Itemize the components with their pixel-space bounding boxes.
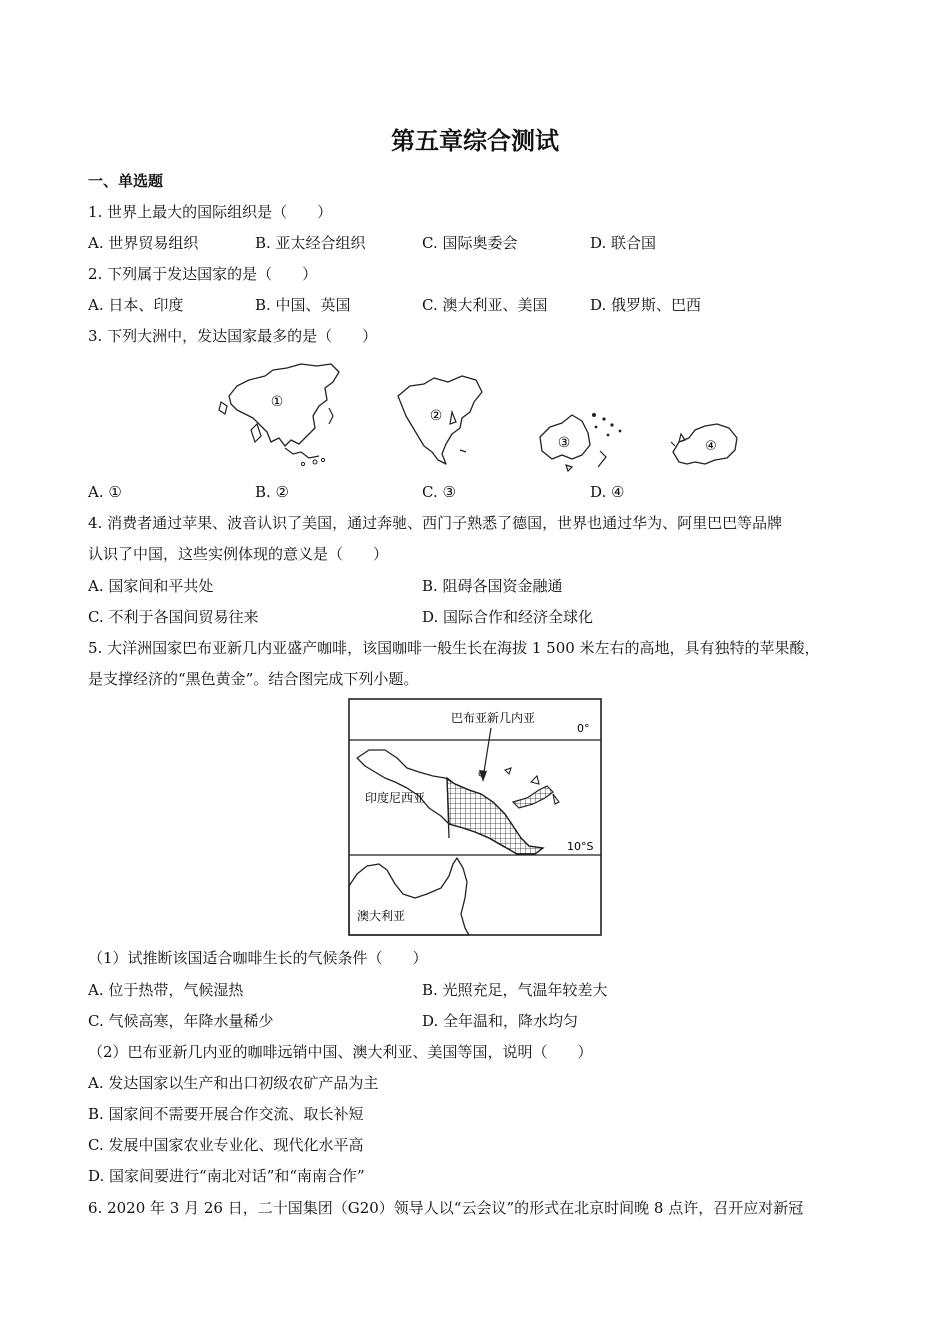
question-2-stem: 2. 下列属于发达国家的是（ ） — [88, 265, 318, 283]
map-label-4: ④ — [705, 439, 717, 454]
question-5-2-option-c: C. 发展中国家农业专业化、现代化水平高 — [88, 1136, 364, 1154]
question-1-option-a: A. 世界贸易组织 — [88, 234, 199, 252]
europe-outline-map — [665, 418, 745, 470]
question-6-stem-line1: 6. 2020 年 3 月 26 日，二十国集团（G20）领导人以“云会议”的形式在北京时间晚 8 点许，召开应对新冠 — [88, 1199, 804, 1217]
question-4-stem-line1: 4. 消费者通过苹果、波音认识了美国，通过奔驰、西门子熟悉了德国，世界也通过华为、阿里巴巴等品牌 — [88, 514, 783, 532]
question-5-2-stem: （2）巴布亚新几内亚的咖啡远销中国、澳大利亚、美国等国，说明（ ） — [88, 1043, 593, 1061]
map-label-10s: 10°S — [567, 840, 594, 853]
question-5-1-option-d: D. 全年温和，降水均匀 — [422, 1012, 579, 1030]
question-1-option-c: C. 国际奥委会 — [422, 234, 518, 252]
question-2-option-c: C. 澳大利亚、美国 — [422, 296, 548, 314]
section-heading: 一、单选题 — [88, 172, 164, 190]
question-1-option-d: D. 联合国 — [590, 234, 657, 252]
question-1-stem: 1. 世界上最大的国际组织是（ ） — [88, 203, 333, 221]
map-label-png: 巴布亚新几内亚 — [451, 711, 536, 725]
question-5-2-option-a: A. 发达国家以生产和出口初级农矿产品为主 — [88, 1074, 379, 1092]
north-america-outline-map — [390, 372, 490, 472]
question-4-option-a: A. 国家间和平共处 — [88, 577, 214, 595]
map-label-australia: 澳大利亚 — [357, 909, 406, 923]
question-5-1-option-a: A. 位于热带，气候湿热 — [88, 981, 244, 999]
question-2-option-b: B. 中国、英国 — [255, 296, 351, 314]
question-5-1-stem: （1）试推断该国适合咖啡生长的气候条件（ ） — [88, 949, 428, 967]
oceania-outline-map — [532, 405, 632, 473]
asia-outline-map — [215, 358, 345, 470]
question-4-stem-line2: 认识了中国，这些实例体现的意义是（ ） — [88, 545, 389, 563]
question-3-option-c: C. ③ — [422, 483, 456, 501]
question-3-option-a: A. ① — [88, 483, 122, 501]
question-4-option-c: C. 不利于各国间贸易往来 — [88, 608, 259, 626]
question-1-option-b: B. 亚太经合组织 — [255, 234, 366, 252]
question-5-2-option-b: B. 国家间不需要开展合作交流、取长补短 — [88, 1105, 364, 1123]
question-3-option-b: B. ② — [255, 483, 290, 501]
question-2-option-d: D. 俄罗斯、巴西 — [590, 296, 702, 314]
papua-new-guinea-map — [345, 698, 603, 938]
question-5-stem-line2: 是支撑经济的“黑色黄金”。结合图完成下列小题。 — [88, 670, 419, 688]
page-title: 第五章综合测试 — [391, 126, 559, 155]
question-3-stem: 3. 下列大洲中，发达国家最多的是（ ） — [88, 327, 378, 345]
question-4-option-b: B. 阻碍各国资金融通 — [422, 577, 563, 595]
map-label-equator: 0° — [577, 722, 590, 735]
map-label-2: ② — [429, 408, 443, 424]
question-2-option-a: A. 日本、印度 — [88, 296, 184, 314]
question-3-option-d: D. ④ — [590, 483, 625, 501]
question-5-1-option-c: C. 气候高寒，年降水量稀少 — [88, 1012, 274, 1030]
map-label-indonesia: 印度尼西亚 — [365, 791, 426, 805]
question-5-stem-line1: 5. 大洋洲国家巴布亚新几内亚盛产咖啡，该国咖啡一般生长在海拔 1 500 米左右的高地，具有独特的苹果酸， — [88, 639, 820, 657]
map-label-1: ① — [270, 394, 284, 410]
map-label-3: ③ — [557, 435, 571, 451]
question-4-option-d: D. 国际合作和经济全球化 — [422, 608, 594, 626]
question-5-1-option-b: B. 光照充足，气温年较差大 — [422, 981, 608, 999]
question-5-2-option-d: D. 国家间要进行“南北对话”和“南南合作” — [88, 1167, 365, 1185]
